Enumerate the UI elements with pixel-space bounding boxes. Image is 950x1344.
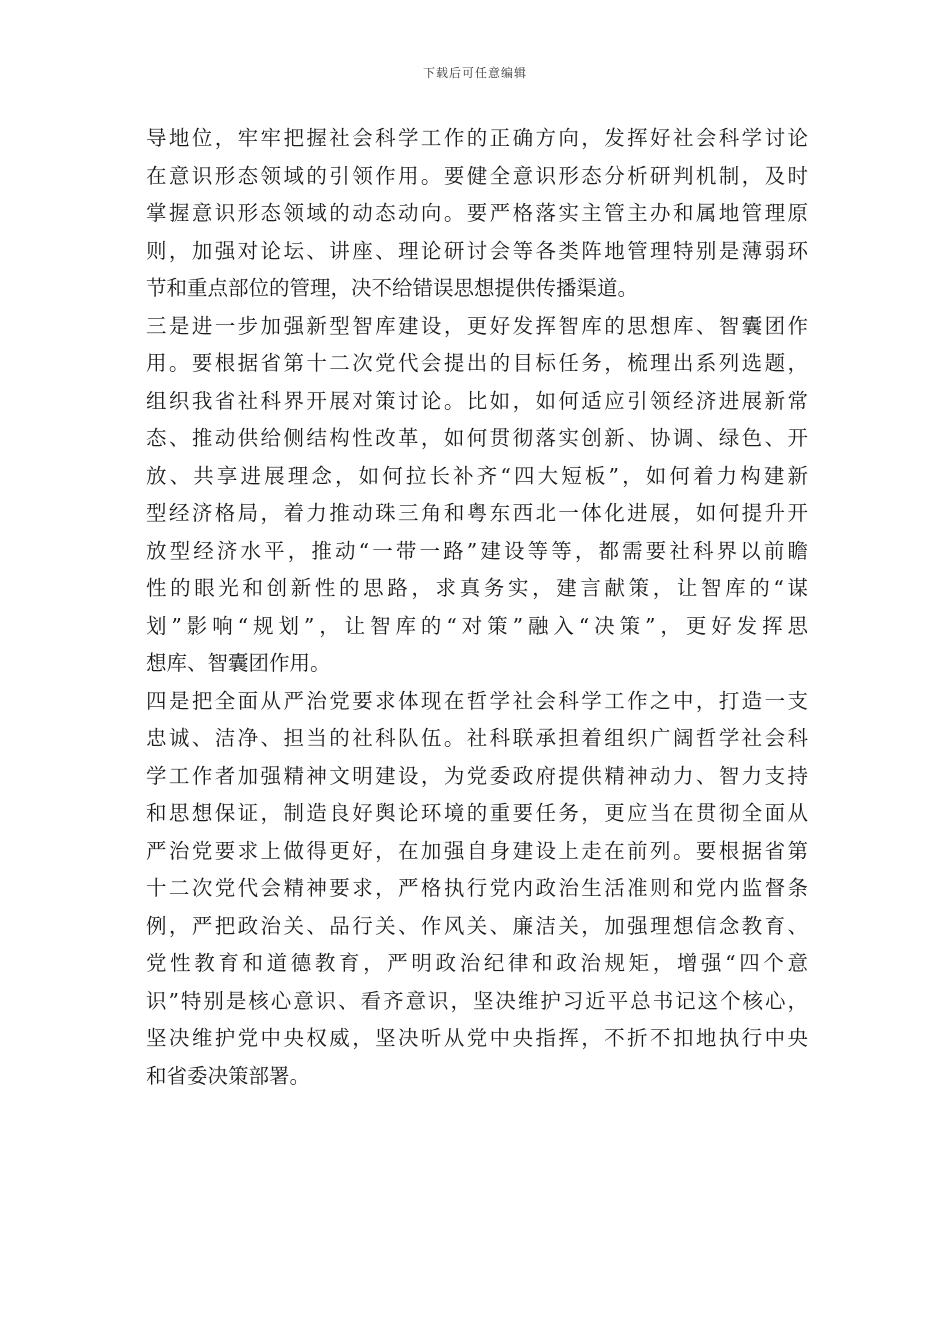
text-line: 划”影响“规划”，让智库的“对策”融入“决策”，更好发挥思	[146, 613, 808, 638]
text-line: 掌握意识形态领域的动态动向。要严格落实主管主办和属地管理原	[146, 201, 808, 225]
page-header: 下载后可任意编辑	[422, 66, 527, 80]
text-line: 导地位，牢牢把握社会科学工作的正确方向，发挥好社会科学讨论	[146, 126, 808, 150]
text-line: 用。要根据省第十二次党代会提出的目标任务，梳理出系列选题，	[146, 351, 808, 375]
text-line: 想库、智囊团作用。	[146, 651, 331, 675]
text-line: 节和重点部位的管理，决不给错误思想提供传播渠道。	[146, 276, 638, 300]
text-line: 放型经济水平，推动“一带一路”建设等等，都需要社科界以前瞻	[146, 538, 808, 563]
text-line: 学工作者加强精神文明建设，为党委政府提供精神动力、智力支持	[146, 763, 808, 788]
text-line: 严治党要求上做得更好，在加强自身建设上走在前列。要根据省第	[146, 838, 808, 863]
text-line: 四是把全面从严治党要求体现在哲学社会科学工作之中，打造一支	[146, 688, 808, 713]
text-line: 放、共享进展理念，如何拉长补齐“四大短板”，如何着力构建新	[146, 463, 808, 488]
text-line: 忠诚、洁净、担当的社科队伍。社科联承担着组织广阔哲学社会科	[146, 726, 808, 750]
text-line: 型经济格局，着力推动珠三角和粤东西北一体化进展，如何提升开	[146, 501, 808, 525]
text-line: 性的眼光和创新性的思路，求真务实，建言献策，让智库的“谋	[146, 576, 808, 600]
text-line: 则，加强对论坛、讲座、理论研讨会等各类阵地管理特别是薄弱环	[146, 238, 808, 263]
text-line: 党性教育和道德教育，严明政治纪律和政治规矩，增强“四个意	[146, 951, 808, 975]
text-line: 和省委决策部署。	[146, 1063, 310, 1088]
text-line: 坚决维护党中央权威，坚决听从党中央指挥，不折不扣地执行中央	[146, 1026, 808, 1050]
document-body	[146, 120, 808, 1095]
text-line: 在意识形态领域的引领作用。要健全意识形态分析研判机制，及时	[146, 163, 808, 188]
text-line: 态、推动供给侧结构性改革，如何贯彻落实创新、协调、绿色、开	[146, 426, 808, 450]
text-line: 组织我省社科界开展对策讨论。比如，如何适应引领经济进展新常	[146, 388, 808, 413]
text-line: 和思想保证，制造良好舆论环境的重要任务，更应当在贯彻全面从	[146, 801, 808, 825]
text-line: 识”特别是核心意识、看齐意识，坚决维护习近平总书记这个核心，	[146, 988, 808, 1013]
text-line: 三是进一步加强新型智库建设，更好发挥智库的思想库、智囊团作	[146, 313, 808, 338]
text-line: 例，严把政治关、品行关、作风关、廉洁关，加强理想信念教育、	[146, 913, 808, 938]
text-line: 十二次党代会精神要求，严格执行党内政治生活准则和党内监督条	[146, 876, 808, 900]
